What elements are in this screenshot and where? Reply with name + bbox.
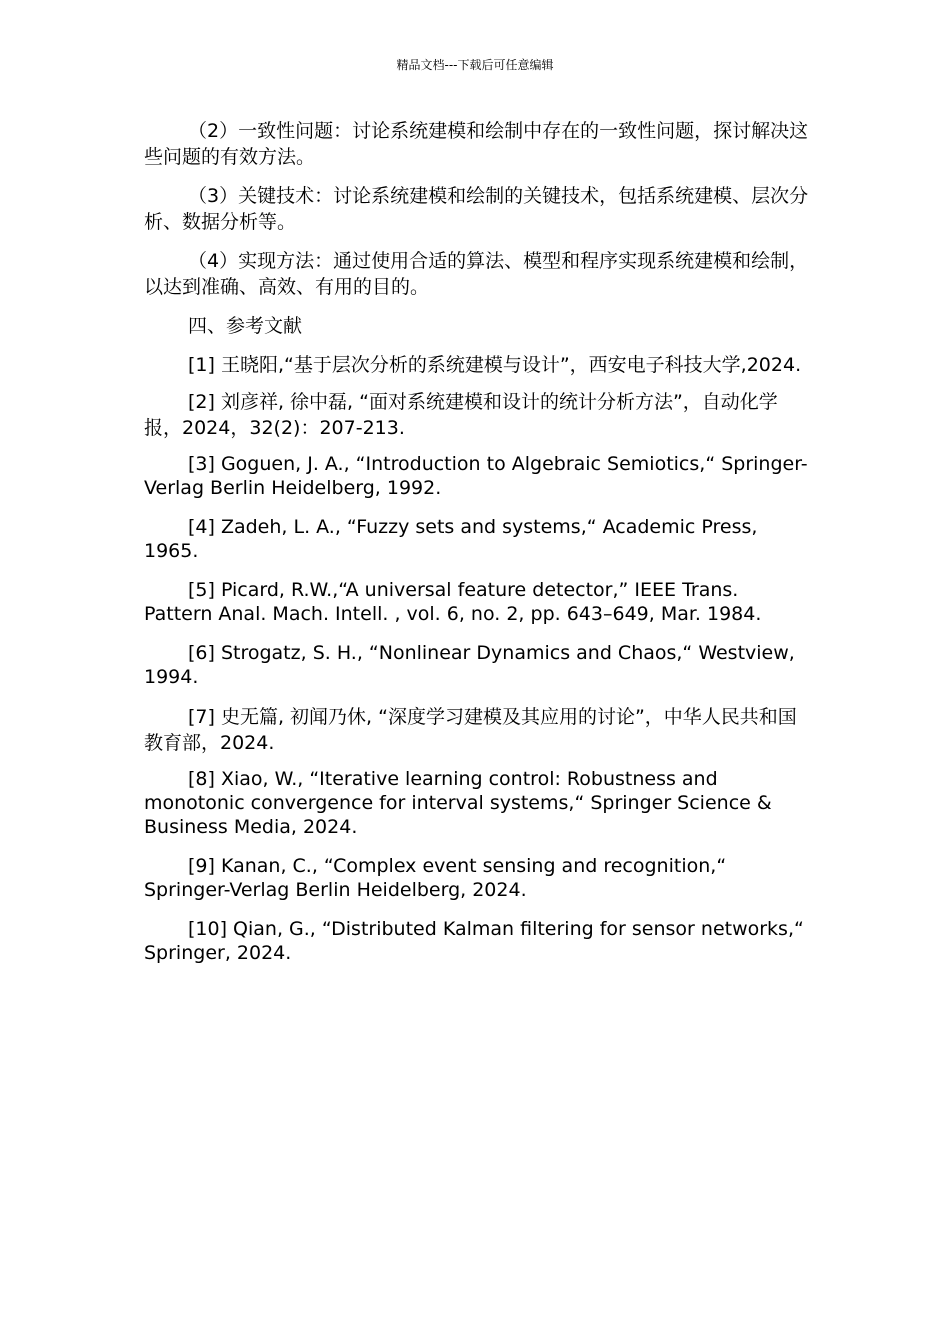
reference-item-7: [7] 史无篇, 初闻乃休, “深度学习建模及其应用的讨论”，中华人民共和国教育部，2024. [144,706,797,754]
document-body [144,118,812,980]
reference-item-5: [5] Picard, R.W.,“A universal feature detector,” IEEE Trans. Pattern Anal. Mach. Intell. , vol. 6, no. 2, pp. 643–649, Mar. 1984. [144,579,762,625]
paragraph-key-techniques: （3）关键技术：讨论系统建模和绘制的关键技术，包括系统建模、层次分析、数据分析等。 [144,185,809,233]
reference-item-9: [9] Kanan, C., “Complex event sensing and recognition,“ Springer-Verlag Berlin Heidelberg, 2024. [144,855,727,901]
reference-item-3: [3] Goguen, J. A., “Introduction to Algebraic Semiotics,“ Springer-Verlag Berlin Heidelberg, 1992. [144,453,808,499]
reference-item-10: [10] Qian, G., “Distributed Kalman filtering for sensor networks,“ Springer, 2024. [144,918,804,964]
paragraph-consistency: （2）一致性问题：讨论系统建模和绘制中存在的一致性问题，探讨解决这些问题的有效方法。 [144,120,809,168]
page-header: 精品文档---下载后可任意编辑 [396,58,554,72]
paragraph-implementation: （4）实现方法：通过使用合适的算法、模型和程序实现系统建模和绘制，以达到准确、高效、有用的目的。 [144,250,809,298]
section-title-references: 四、参考文献 [188,315,303,337]
reference-item-1: [1] 王晓阳,“基于层次分析的系统建模与设计”，西安电子科技大学,2024. [188,354,802,376]
reference-item-2: [2] 刘彦祥, 徐中磊, “面对系统建模和设计的统计分析方法”，自动化学报，2024，32(2)：207-213. [144,391,778,439]
reference-item-6: [6] Strogatz, S. H., “Nonlinear Dynamics and Chaos,“ Westview, 1994. [144,642,795,688]
reference-item-8: [8] Xiao, W., “Iterative learning control: Robustness and monotonic convergence for interval systems,“ Springer Science & Business Media, 2024. [144,768,772,838]
reference-item-4: [4] Zadeh, L. A., “Fuzzy sets and systems,“ Academic Press, 1965. [144,516,758,562]
